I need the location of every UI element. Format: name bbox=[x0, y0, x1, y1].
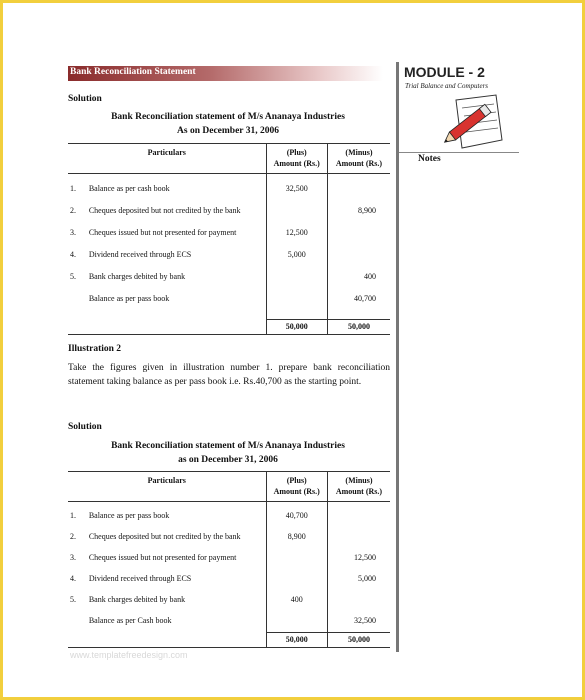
row-particular: Balance as per pass book bbox=[88, 511, 170, 520]
header-plus bbox=[266, 472, 327, 502]
row-plus: 5,000 bbox=[266, 240, 327, 262]
row-minus bbox=[327, 174, 390, 196]
total-minus: 50,000 bbox=[327, 633, 390, 648]
row-number bbox=[68, 284, 87, 320]
row-minus bbox=[327, 240, 390, 262]
row-particular: Balance as per cash book bbox=[88, 184, 170, 193]
table-row bbox=[68, 523, 390, 544]
table-row bbox=[68, 284, 390, 320]
table-header bbox=[68, 472, 390, 502]
row-plus bbox=[266, 262, 327, 284]
row-number: 2. bbox=[70, 531, 76, 541]
row-minus bbox=[327, 523, 390, 544]
reconciliation-table-2 bbox=[68, 471, 390, 648]
illustration-heading: Illustration 2 bbox=[68, 344, 122, 354]
header-minus-amount: Amount (Rs.) bbox=[335, 487, 383, 496]
statement-title-line2: As on December 31, 2006 bbox=[177, 126, 279, 136]
solution-heading-2: Solution bbox=[68, 422, 102, 432]
row-particular: Cheques issued but not presented for payment bbox=[88, 227, 237, 237]
row-plus: 40,700 bbox=[266, 502, 327, 523]
table-row bbox=[68, 218, 390, 240]
header-minus-label: (Minus) bbox=[345, 148, 373, 157]
row-plus bbox=[266, 544, 327, 565]
row-number: 4. bbox=[70, 249, 76, 259]
module-subtitle: Trial Balance and Computers bbox=[405, 82, 489, 90]
row-minus bbox=[327, 502, 390, 523]
table-row bbox=[68, 240, 390, 262]
header-plus-amount: Amount (Rs.) bbox=[273, 487, 320, 496]
row-particular: Cheques deposited but not credited by the bank bbox=[88, 205, 241, 215]
row-minus bbox=[327, 586, 390, 607]
row-minus bbox=[327, 218, 390, 240]
row-plus bbox=[266, 196, 327, 218]
row-plus bbox=[266, 565, 327, 586]
row-minus: 400 bbox=[327, 262, 390, 284]
row-number: 5. bbox=[70, 271, 76, 281]
total-plus: 50,000 bbox=[266, 320, 327, 335]
banner-title: Bank Reconciliation Statement bbox=[70, 67, 196, 77]
row-number: 3. bbox=[70, 227, 76, 237]
header-plus bbox=[266, 144, 327, 174]
row-number: 1. bbox=[70, 184, 76, 193]
row-minus: 8,900 bbox=[327, 196, 390, 218]
statement-title-line1: Bank Reconciliation statement of M/s Ananaya Industries bbox=[111, 112, 345, 122]
row-number: 3. bbox=[70, 552, 76, 562]
statement-title-2-line2: as on December 31, 2006 bbox=[178, 455, 278, 465]
row-particular: Bank charges debited by bank bbox=[88, 594, 186, 604]
table-row bbox=[68, 586, 390, 607]
header-plus-label: (Plus) bbox=[286, 148, 307, 157]
row-plus: 32,500 bbox=[266, 174, 327, 196]
totals-row bbox=[68, 633, 390, 648]
table-row bbox=[68, 502, 390, 523]
pencil-paper-icon bbox=[436, 92, 516, 159]
row-minus: 32,500 bbox=[327, 607, 390, 633]
table-row bbox=[68, 196, 390, 218]
table-header bbox=[68, 144, 390, 174]
row-particular: Dividend received through ECS bbox=[88, 249, 192, 259]
row-plus: 12,500 bbox=[266, 218, 327, 240]
row-plus bbox=[266, 607, 327, 633]
notes-rule bbox=[399, 152, 519, 153]
totals-spacer bbox=[68, 320, 266, 335]
solution-heading: Solution bbox=[68, 94, 102, 104]
totals-row bbox=[68, 320, 390, 335]
statement-title-2-line1: Bank Reconciliation statement of M/s Ananaya Industries bbox=[111, 441, 345, 451]
row-minus: 5,000 bbox=[327, 565, 390, 586]
table-row bbox=[68, 544, 390, 565]
row-number: 5. bbox=[70, 594, 76, 604]
margin-divider bbox=[396, 62, 399, 652]
header-minus-amount: Amount (Rs.) bbox=[335, 159, 383, 168]
row-number: 2. bbox=[70, 205, 76, 215]
totals-spacer bbox=[68, 633, 266, 648]
row-particular: Dividend received through ECS bbox=[88, 573, 192, 583]
row-particular: Balance as per pass book bbox=[88, 293, 170, 303]
watermark: www.templatefreedesign.com bbox=[70, 650, 188, 660]
header-plus-amount: Amount (Rs.) bbox=[273, 159, 320, 168]
row-particular: Balance as per Cash book bbox=[88, 615, 172, 625]
row-particular: Cheques deposited but not credited by the bank bbox=[88, 531, 241, 541]
statement-title bbox=[68, 110, 388, 138]
table-row bbox=[68, 565, 390, 586]
module-title: MODULE - 2 bbox=[404, 64, 485, 80]
table-row bbox=[68, 174, 390, 196]
notes-label: Notes bbox=[418, 154, 441, 164]
row-minus: 40,700 bbox=[327, 284, 390, 320]
header-particulars: Particulars bbox=[68, 144, 266, 174]
reconciliation-table-1 bbox=[68, 143, 390, 335]
table-row bbox=[68, 262, 390, 284]
table-row bbox=[68, 607, 390, 633]
row-plus: 400 bbox=[266, 586, 327, 607]
total-plus: 50,000 bbox=[266, 633, 327, 648]
row-number: 4. bbox=[70, 573, 76, 583]
section-banner bbox=[68, 66, 383, 81]
header-particulars: Particulars bbox=[68, 472, 266, 502]
row-minus: 12,500 bbox=[327, 544, 390, 565]
total-minus: 50,000 bbox=[327, 320, 390, 335]
row-plus: 8,900 bbox=[266, 523, 327, 544]
header-plus-label: (Plus) bbox=[286, 476, 307, 485]
header-minus bbox=[327, 144, 390, 174]
row-number: 1. bbox=[70, 511, 76, 520]
row-particular: Cheques issued but not presented for payment bbox=[88, 552, 237, 562]
row-plus bbox=[266, 284, 327, 320]
row-particular: Bank charges debited by bank bbox=[88, 271, 186, 281]
row-number bbox=[68, 607, 87, 633]
illustration-text: Take the figures given in illustration number 1. prepare bank reconciliation statement taking balance as per pass book i.e. Rs.40,700 as the starting point. bbox=[68, 363, 390, 387]
header-minus-label: (Minus) bbox=[345, 476, 373, 485]
statement-title-2 bbox=[68, 439, 388, 467]
header-minus bbox=[327, 472, 390, 502]
